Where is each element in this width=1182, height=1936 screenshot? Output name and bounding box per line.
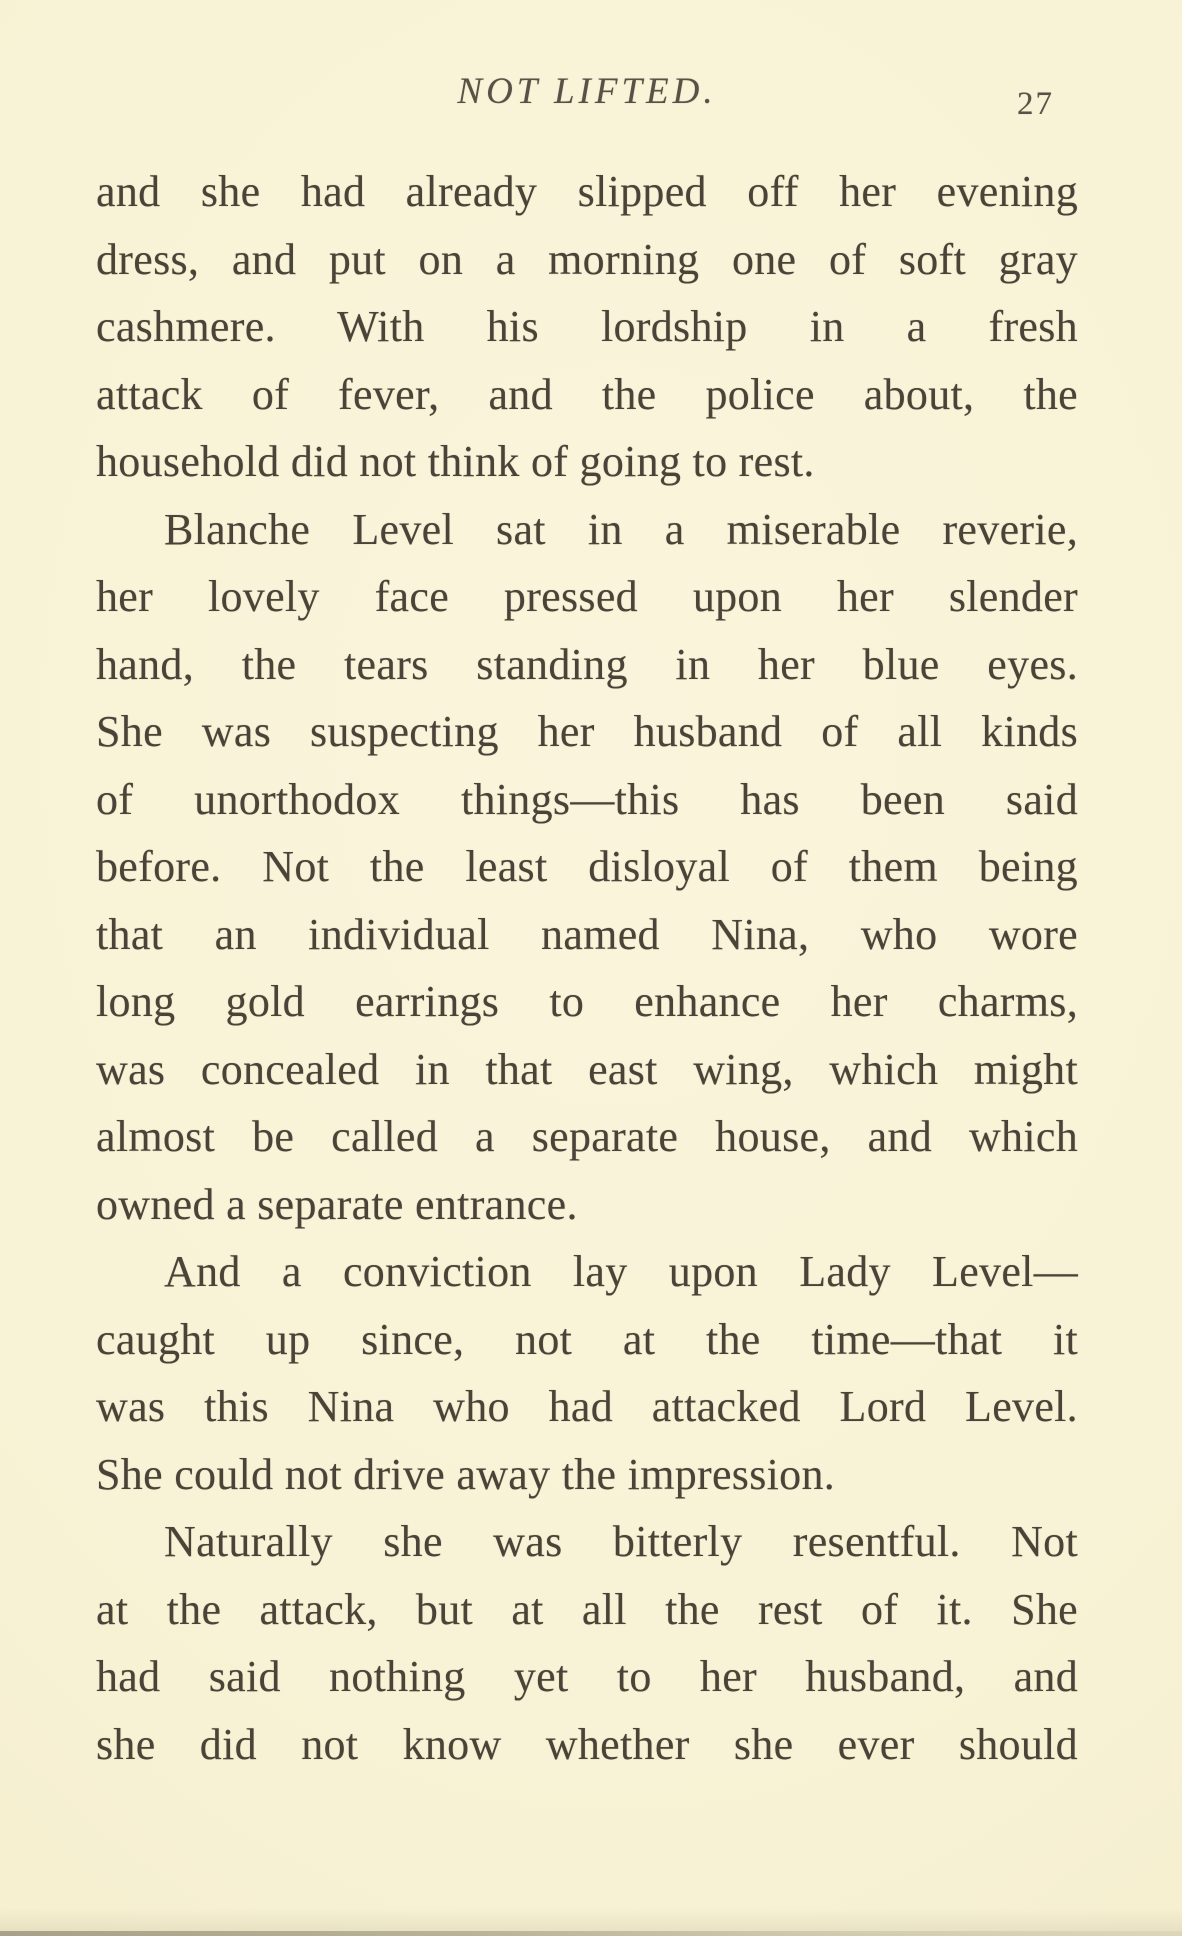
text-line: of unorthodox things—this has been said [96,774,1078,824]
running-header [96,64,1078,124]
text-line: almost be called a separate house, and which [96,1112,1078,1161]
running-header-title: NOT LIFTED. [457,71,717,112]
text-line: she did not know whether she ever should [96,1719,1078,1769]
text-line: hand, the tears standing in her blue eyes. [96,639,1078,689]
text-line: was concealed in that east wing, which might [96,1044,1078,1094]
text-line: that an individual named Nina, who wore [96,909,1078,959]
text-line: cashmere. With his lordship in a fresh [96,302,1078,351]
text-line: She could not drive away the impression. [96,1449,836,1499]
page-bottom-fade [0,1908,1182,1936]
text-line: at the attack, but at all the rest of it. She [96,1584,1078,1634]
text-line: was this Nina who had attacked Lord Level. [96,1382,1078,1431]
text-line: her lovely face pressed upon her slender [96,572,1078,621]
text-line: dress, and put on a morning one of soft gray [96,234,1078,284]
text-line: had said nothing yet to her husband, and [96,1652,1078,1701]
text-line: Naturally she was bitterly resentful. Not [164,1517,1078,1566]
text-line: And a conviction lay upon Lady Level— [164,1247,1078,1296]
text-line: before. Not the least disloyal of them being [96,842,1078,891]
text-line: owned a separate entrance. [96,1179,578,1229]
text-line: household did not think of going to rest. [96,437,815,486]
page-text [96,158,1078,1778]
page-number: 27 [1017,86,1054,122]
text-line: long gold earrings to enhance her charms, [96,977,1078,1026]
text-line: Blanche Level sat in a miserable reverie, [164,504,1078,554]
page-bottom-edge-shadow [0,1931,1182,1936]
text-line: She was suspecting her husband of all kinds [96,707,1078,756]
text-line: and she had already slipped off her evening [96,167,1078,216]
text-line: caught up since, not at the time—that it [96,1314,1078,1364]
text-line: attack of fever, and the police about, the [96,369,1078,419]
